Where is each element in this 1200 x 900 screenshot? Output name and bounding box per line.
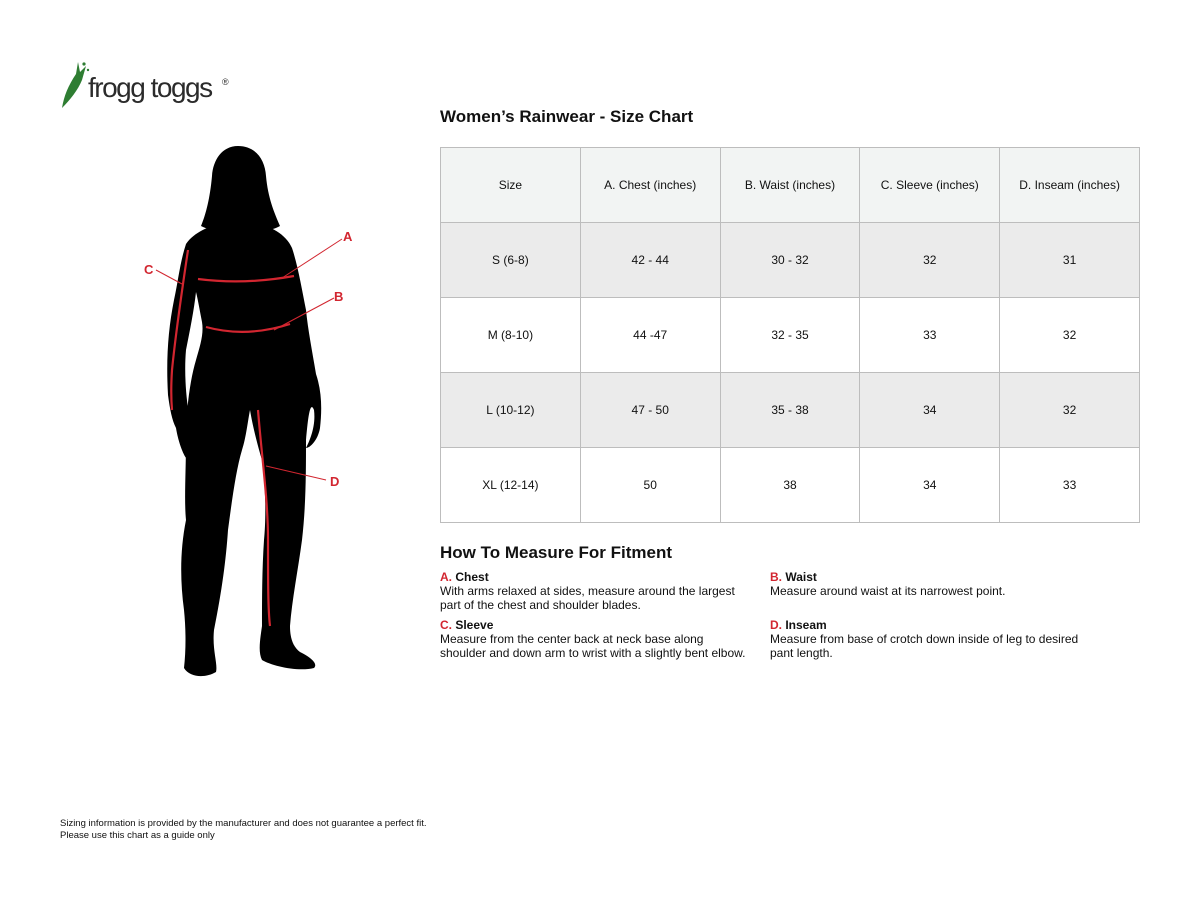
label-a: A <box>343 229 353 244</box>
table-row <box>441 448 1140 523</box>
cell-waist: 32 - 35 <box>720 298 860 373</box>
size-chart-title: Women’s Rainwear - Size Chart <box>440 107 694 126</box>
cell-waist: 30 - 32 <box>720 223 860 298</box>
cell-chest: 50 <box>580 448 720 523</box>
table-header-row <box>441 148 1140 223</box>
cell-sleeve: 34 <box>860 373 1000 448</box>
measure-text: With arms relaxed at sides, measure around the largest part of the chest and shoulder blades. <box>440 584 735 612</box>
label-d: D <box>330 474 340 489</box>
cell-size: L (10-12) <box>441 373 581 448</box>
cell-chest: 44 -47 <box>580 298 720 373</box>
disclaimer-line-1: Sizing information is provided by the manufacturer and does not guarantee a perfect fit. <box>60 818 427 829</box>
cell-inseam: 32 <box>1000 298 1140 373</box>
cell-size: S (6-8) <box>441 223 581 298</box>
measure-item-sleeve <box>440 618 750 660</box>
cell-sleeve: 33 <box>860 298 1000 373</box>
cell-chest: 42 - 44 <box>580 223 720 298</box>
label-c-leader <box>156 270 182 284</box>
cell-chest: 47 - 50 <box>580 373 720 448</box>
table-row <box>441 373 1140 448</box>
cell-waist: 35 - 38 <box>720 373 860 448</box>
label-c: C <box>144 262 154 277</box>
measure-text: Measure around waist at its narrowest point. <box>770 584 1006 598</box>
measure-item-waist <box>770 570 1080 598</box>
measure-item-inseam <box>770 618 1080 660</box>
label-b: B <box>334 289 344 304</box>
measure-name: Waist <box>785 570 817 584</box>
header-sleeve: C. Sleeve (inches) <box>860 148 1000 223</box>
header-chest: A. Chest (inches) <box>580 148 720 223</box>
cell-size: XL (12-14) <box>441 448 581 523</box>
brand-name: frogg toggs <box>88 72 212 103</box>
measure-letter: D. <box>770 618 782 632</box>
measure-item-chest <box>440 570 750 612</box>
measure-text: Measure from base of crotch down inside of leg to desired pant length. <box>770 632 1079 660</box>
registered-mark: ® <box>222 77 229 87</box>
measure-name: Sleeve <box>455 618 494 632</box>
cell-sleeve: 34 <box>860 448 1000 523</box>
measure-name: Chest <box>455 570 489 584</box>
header-size: Size <box>441 148 581 223</box>
size-table <box>440 147 1140 523</box>
table-row <box>441 298 1140 373</box>
measure-section-title: How To Measure For Fitment <box>440 543 673 562</box>
brand-logo <box>58 60 238 112</box>
measure-letter: B. <box>770 570 782 584</box>
measure-text: Measure from the center back at neck base along shoulder and down arm to wrist with a slightly bent elbow. <box>440 632 746 660</box>
measure-name: Inseam <box>785 618 827 632</box>
cell-waist: 38 <box>720 448 860 523</box>
disclaimer-line-2: Please use this chart as a guide only <box>60 830 215 841</box>
header-inseam: D. Inseam (inches) <box>1000 148 1140 223</box>
measure-letter: A. <box>440 570 452 584</box>
cell-inseam: 33 <box>1000 448 1140 523</box>
cell-size: M (8-10) <box>441 298 581 373</box>
disclaimer <box>60 818 427 842</box>
cell-inseam: 32 <box>1000 373 1140 448</box>
body-silhouette <box>130 140 360 685</box>
header-waist: B. Waist (inches) <box>720 148 860 223</box>
cell-inseam: 31 <box>1000 223 1140 298</box>
table-row <box>441 223 1140 298</box>
cell-sleeve: 32 <box>860 223 1000 298</box>
frog-leaf-icon <box>58 60 92 112</box>
measure-letter: C. <box>440 618 452 632</box>
